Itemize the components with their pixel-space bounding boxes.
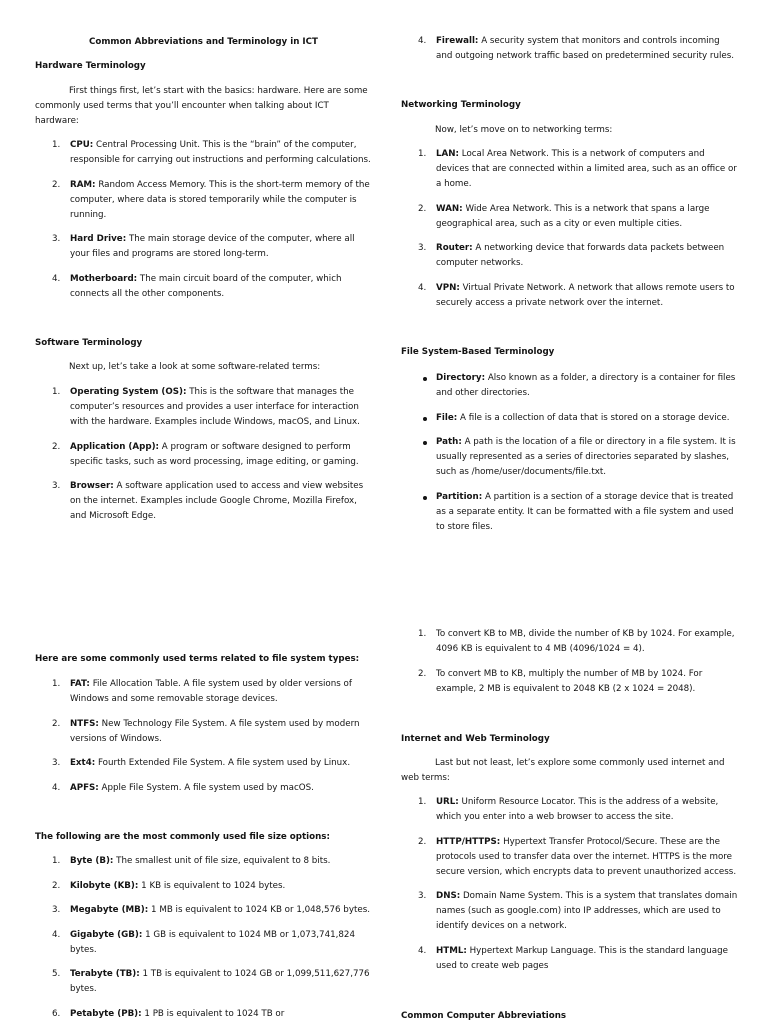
internet-intro: Last but not least, let’s explore some commonly used internet and web terms:: [401, 758, 725, 783]
software-list: [35, 385, 372, 534]
list-number: 4.: [52, 273, 61, 284]
list-number: 1.: [418, 797, 427, 807]
list-term: Byte (B):: [70, 856, 114, 866]
list-term: LAN:: [436, 149, 460, 159]
list-term: Browser:: [70, 481, 114, 492]
list-text: Local Area Network. This is a network of computers and devices that are connected within a limited area, such as an office or a home.: [436, 149, 737, 189]
list-number: 2.: [52, 179, 61, 190]
list-item: [401, 835, 738, 880]
list-item: [401, 795, 738, 825]
list-item: [35, 479, 372, 524]
list-item: [401, 435, 738, 480]
list-number: 6.: [52, 1008, 61, 1019]
list-number: 5.: [52, 969, 61, 980]
list-text: 1 KB is equivalent to 1024 bytes.: [141, 880, 286, 891]
list-item: [401, 281, 738, 311]
list-item: [35, 854, 372, 869]
list-item: [401, 371, 738, 401]
bullet-icon: [423, 496, 427, 500]
list-item: [35, 385, 372, 430]
list-text: 1 TB is equivalent to 1024 GB or 1,099,511,627,776 bytes.: [70, 969, 370, 995]
list-item: [35, 903, 372, 918]
list-term: Terabyte (TB):: [70, 969, 140, 980]
list-number: 4.: [52, 929, 61, 940]
list-item: [35, 967, 372, 997]
list-term: Hard Drive:: [70, 234, 127, 245]
list-item: [35, 272, 372, 302]
software-heading: Software Terminology: [35, 338, 143, 348]
list-term: URL:: [436, 797, 459, 807]
list-text: A program or software designed to perform specific tasks, such as word processing, image editing, or gaming.: [70, 441, 359, 467]
list-text: The main storage device of the computer, where all your files and programs are stored long-term.: [70, 234, 355, 260]
list-number: 3.: [418, 243, 427, 254]
list-term: FAT:: [70, 679, 90, 689]
list-number: 4.: [52, 782, 61, 793]
list-item: [401, 627, 738, 657]
list-text: Also known as a folder, a directory is a container for files and other directories.: [436, 373, 736, 398]
list-term: File:: [436, 412, 458, 423]
list-text: New Technology File System. A file system used by modern versions of Windows.: [70, 718, 360, 744]
list-term: WAN:: [436, 203, 463, 214]
hardware-list: [35, 138, 372, 311]
list-term: RAM:: [70, 179, 96, 190]
list-text: Uniform Resource Locator. This is the address of a website, which you enter into a web browser to access the site.: [436, 797, 719, 822]
list-text: Domain Name System. This is a system that translates domain names (such as google.com) into IP addresses, which are used to identify devices on a network.: [436, 891, 738, 932]
list-text: This is the software that manages the computer’s resources and provides a user interface for interaction with the hardware. Examples include Windows, macOS, and Linux.: [70, 387, 360, 427]
list-term: HTTP/HTTPS:: [436, 836, 501, 847]
list-text: Random Access Memory. This is the short-term memory of the computer, where data is stored temporarily while the computer is running.: [70, 179, 370, 220]
networking-heading: Networking Terminology: [401, 100, 521, 110]
list-term: Motherboard:: [70, 273, 138, 284]
networking-list: [401, 147, 738, 320]
firewall-list: [401, 34, 738, 74]
list-item: [35, 717, 372, 747]
list-text: Hypertext Markup Language. This is the standard language used to create web pages: [436, 945, 728, 971]
networking-intro: Now, let’s move on to networking terms:: [435, 125, 613, 135]
list-text: A networking device that forwards data packets between computer networks.: [436, 243, 725, 269]
list-text: The smallest unit of file size, equivalent to 8 bits.: [116, 856, 331, 866]
list-item: [401, 944, 738, 974]
list-number: 3.: [418, 891, 427, 902]
file-sizes-list: [35, 854, 372, 1032]
list-item: [401, 241, 738, 271]
list-number: 2.: [418, 836, 427, 847]
list-term: APFS:: [70, 782, 99, 793]
internet-heading: Internet and Web Terminology: [401, 734, 550, 744]
list-number: 1.: [52, 387, 61, 397]
list-text: Apple File System. A file system used by macOS.: [101, 782, 314, 793]
list-text: A software application used to access and view websites on the internet. Examples include Google Chrome, Mozilla Firefox, and Microsoft Edge.: [70, 481, 364, 522]
list-number: 3.: [52, 234, 61, 245]
list-item: [35, 138, 372, 168]
list-term: Partition:: [436, 491, 483, 502]
list-item: [35, 440, 372, 470]
list-text: Central Processing Unit. This is the “brain” of the computer, responsible for carrying out instructions and performing calculations.: [70, 140, 371, 165]
list-number: 1.: [52, 140, 61, 150]
list-item: [35, 1007, 372, 1022]
fs-types-heading: Here are some commonly used terms related to file system types:: [35, 654, 360, 664]
list-number: 1.: [418, 629, 427, 639]
list-item: [35, 756, 372, 771]
list-text: To convert KB to MB, divide the number of KB by 1024. For example, 4096 KB is equivalent to 4 MB (4096/1024 = 4).: [436, 629, 735, 654]
filesystem-heading: File System-Based Terminology: [401, 347, 555, 357]
list-text: A file is a collection of data that is stored on a storage device.: [460, 412, 730, 423]
list-term: NTFS:: [70, 718, 99, 729]
list-number: 4.: [418, 945, 427, 956]
list-item: [401, 202, 738, 232]
list-item: [401, 34, 738, 64]
list-item: [401, 490, 738, 535]
hardware-heading: Hardware Terminology: [35, 61, 146, 71]
list-text: A path is the location of a file or directory in a file system. It is usually represented as a series of directories separated by slashes, such as /home/user/documents/file.txt.: [436, 437, 736, 478]
list-item: [401, 667, 738, 697]
filesystem-list: [401, 371, 738, 544]
hardware-intro: First things first, let’s start with the basics: hardware. Here are some commonly used terms that you’ll encounter when talking about ICT hardware:: [35, 86, 368, 126]
list-item: [35, 178, 372, 223]
software-intro: Next up, let’s take a look at some software-related terms:: [69, 362, 321, 372]
list-number: 2.: [52, 718, 61, 729]
list-text: Virtual Private Network. A network that allows remote users to securely access a private network over the internet.: [436, 282, 735, 308]
list-number: 2.: [418, 668, 427, 679]
list-item: [35, 928, 372, 958]
list-item: [35, 781, 372, 796]
list-term: Operating System (OS):: [70, 387, 187, 397]
file-sizes-heading: The following are the most commonly used file size options:: [35, 832, 330, 842]
list-item: [35, 232, 372, 262]
list-number: 3.: [52, 758, 61, 769]
list-text: Wide Area Network. This is a network that spans a large geographical area, such as a city or even multiple cities.: [436, 203, 710, 229]
list-text: 1 PB is equivalent to 1024 TB or: [144, 1008, 285, 1019]
bullet-icon: [423, 377, 427, 381]
list-number: 1.: [418, 149, 427, 159]
list-item: [35, 879, 372, 894]
list-term: Megabyte (MB):: [70, 905, 149, 916]
list-term: Ext4:: [70, 758, 96, 769]
list-number: 1.: [52, 679, 61, 689]
list-item: [401, 889, 738, 934]
document-title: Common Abbreviations and Terminology in ICT: [89, 37, 318, 47]
bullet-icon: [423, 417, 427, 421]
abbreviations-heading: Common Computer Abbreviations: [401, 1011, 567, 1021]
list-term: VPN:: [436, 282, 460, 293]
list-text: Fourth Extended File System. A file system used by Linux.: [97, 758, 351, 769]
list-number: 2.: [418, 203, 427, 214]
fs-types-list: [35, 677, 372, 805]
list-text: File Allocation Table. A file system used by older versions of Windows and some removable storage devices.: [70, 679, 352, 704]
list-text: A partition is a section of a storage device that is treated as a separate entity. It can be formatted with a file system and used to store files.: [436, 491, 734, 532]
list-term: Petabyte (PB):: [70, 1008, 142, 1019]
list-term: CPU:: [70, 140, 94, 150]
list-text: To convert MB to KB, multiply the number of MB by 1024. For example, 2 MB is equivalent to 2048 KB (2 x 1024 = 2048).: [436, 668, 703, 694]
list-term: Firewall:: [436, 36, 479, 46]
list-term: Directory:: [436, 373, 486, 383]
list-term: HTML:: [436, 945, 467, 956]
list-term: Gigabyte (GB):: [70, 929, 143, 940]
list-term: Router:: [436, 243, 473, 254]
list-number: 4.: [418, 36, 427, 46]
list-number: 3.: [52, 905, 61, 916]
list-term: DNS:: [436, 891, 461, 902]
list-item: [401, 411, 738, 426]
list-number: 1.: [52, 856, 61, 866]
list-text: A security system that monitors and controls incoming and outgoing network traffic based on predetermined security rules.: [436, 36, 735, 61]
conversions-list: [401, 627, 738, 706]
list-item: [401, 147, 738, 192]
list-number: 2.: [52, 441, 61, 452]
list-number: 4.: [418, 282, 427, 293]
bullet-icon: [423, 441, 427, 445]
list-term: Path:: [436, 437, 462, 448]
list-text: 1 GB is equivalent to 1024 MB or 1,073,741,824 bytes.: [70, 929, 355, 955]
list-term: Kilobyte (KB):: [70, 880, 139, 891]
list-text: Hypertext Transfer Protocol/Secure. These are the protocols used to transfer data over the internet. HTTPS is the more secure version, which encrypts data to prevent unauthorized access.: [436, 836, 737, 877]
list-text: 1 MB is equivalent to 1024 KB or 1,048,576 bytes.: [151, 905, 371, 916]
internet-list: [401, 795, 738, 983]
list-term: Application (App):: [70, 441, 160, 452]
list-number: 2.: [52, 880, 61, 891]
list-item: [35, 677, 372, 707]
list-text: The main circuit board of the computer, which connects all the other components.: [70, 273, 342, 299]
list-number: 3.: [52, 481, 61, 492]
